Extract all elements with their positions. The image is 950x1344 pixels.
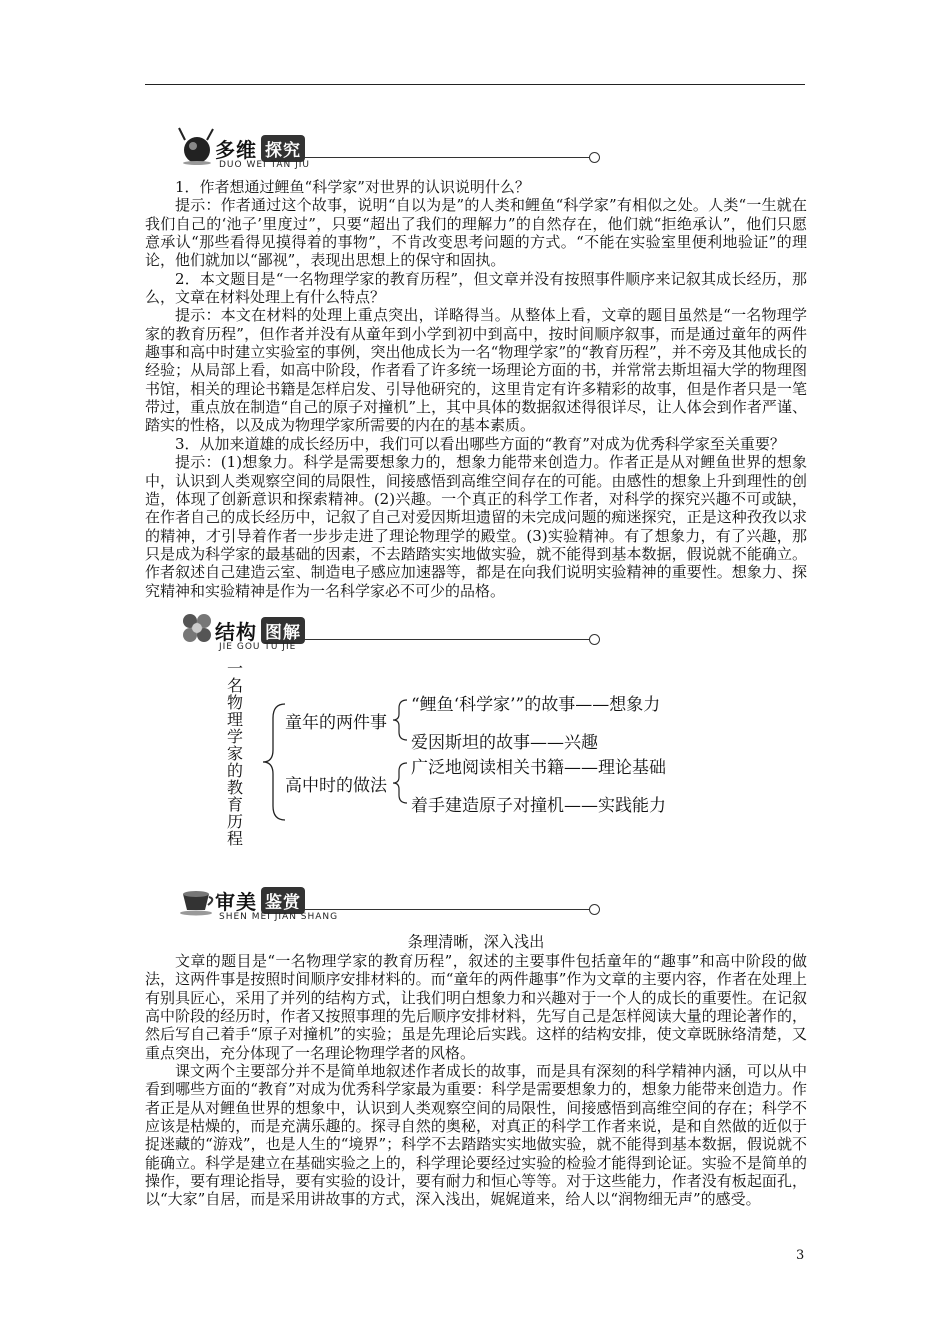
section-title-main: 多维 [215,138,257,162]
section-title-tag: 鉴赏 [261,887,305,914]
answer-3: 提示：(1)想象力。科学是需要想象力的，想象力能带来创造力。作者正是从对鲤鱼世界的想象中，认识到人类观察空间的局限性，间接感悟到高维空间存在的可能。由感性的想象上升到理性的创造，体现了创新意识和探索精神。(2)兴趣。一个真正的科学工作者，对科学的探究兴趣不可或缺，在作者自己的成长经历中，记叙了自己对爱因斯坦遗留的未完成问题的痴迷探究，正是这种孜孜以求的精神，才引导着作者一步步走进了理论物理学的殿堂。(3)实验精神。有了想象力，有了兴趣，那只是成为科学家的最基础的因素，不去踏踏实实地做实验，就不能得到基本数据，假说就不能确立。作者叙述自己建造云室、制造电子感应加速器等，都是在向我们说明实验精神的重要性。想象力、探究精神和实验精神是作为一名科学家必不可少的品格。 [145,453,807,600]
banner-rule [295,157,591,158]
root-title-char: 名 [226,675,243,695]
branch-highschool-item-1: 广泛地阅读相关书籍——理论基础 [411,757,666,778]
answer-2: 提示：本文在材料的处理上重点突出，详略得当。从整体上看，文章的题目虽然是“一名物理学家的教育历程”，但作者并没有从童年到小学到初中到高中，按时间顺序叙事，而是通过童年的两件趣事和高中时建立实验室的事例，突出他成长为一名“物理学家”的“教育历程”，并不旁及其他成长的经验；从局部上看，如高中阶段，作者看了许多统一场理论方面的书，并常常去斯坦福大学的物理图书馆，相关的理论书籍是怎样启发、引导他研究的，这里肯定有许多精彩的故事，但是作者只是一笔带过，重点放在制造“自己的原子对撞机”上，其中具体的数据叙述得很详尽，让人体会到作者严谨、踏实的性格，以及成为物理学家所需要的内在的基本素质。 [145,306,807,435]
question-1: 1．作者想通过鲤鱼“科学家”对世界的认识说明什么？ [175,178,530,196]
root-title-char: 物 [226,692,243,712]
appreciation-paragraph-2: 课文两个主要部分并不是简单地叙述作者成长的故事，而是具有深刻的科学精神内涵，可以从中看到哪些方面的“教育”对成为优秀科学家最为重要：科学是需要想象力的，想象力能带来创造力。作者正是从对鲤鱼世界的想象中，认识到人类观察空间的局限性，间接感悟到高维空间的存在；科学不应该是枯燥的，而是充满乐趣的。探寻自然的奥秘，对真正的科学工作者来说，是和自然做的近似于捉迷藏的“游戏”，也是人生的“境界”；科学不去踏踏实实地做实验，就不能得到基本数据，假说就不能确立。科学是建立在基础实验之上的，科学理论要经过实验的检验才能得到论证。实验不是简单的操作，要有理论指导，要有实验的设计，要有耐力和恒心等等。对于这些能力，作者没有板起面孔，以“大家”自居，而是采用讲故事的方式，深入浅出，娓娓道来，给人以“润物细无声”的感受。 [145,1061,807,1209]
branch-childhood-item-1: “鲤鱼‘科学家’”的故事——想象力 [411,694,661,715]
section-title-tag: 图解 [261,617,305,644]
structure-diagram [145,660,807,878]
question-2: 2．本文题目是“一名物理学家的教育历程”，但文章并没有按照事件顺序来记叙其成长经历，那么，文章在材料处理上有什么特点？ [145,269,807,307]
branch-highschool-item-2: 着手建造原子对撞机——实践能力 [411,795,666,816]
root-title-char: 学 [226,726,243,746]
root-title-char: 家 [226,743,243,763]
branch-childhood-item-2: 爱因斯坦的故事——兴趣 [411,732,598,753]
section-banner-shenmei [145,872,807,930]
page-number: 3 [796,1248,805,1263]
banner-rule-dot [589,152,600,163]
section-pinyin: SHEN MEI JIAN SHANG [219,911,339,922]
page-content [145,120,807,1209]
answer-1: 提示：作者通过这个故事，说明“自以为是”的人类和鲤鱼“科学家”有相似之处。人类“一生就在我们自己的‘池子’里度过”，只要“超出了我们的理解力”的自然存在，他们就“拒绝承认”，他们只愿意承认“那些看得见摸得着的事物”，不肯改变思考问题的方式。“不能在实验室里便利地验证”的理论，他们就加以“鄙视”，表现出思想上的保守和固执。 [145,196,807,270]
root-title-char: 育 [226,794,243,814]
header-rule [145,84,805,85]
section-pinyin: JIE GOU TU JIE [219,641,297,652]
appreciation-paragraph-1: 文章的题目是“一名物理学家的教育历程”，叙述的主要事件包括童年的“趣事”和高中阶段的做法，这两件事是按照时间顺序安排材料的。而“童年的两件趣事”作为文章的主要内容，作者在处理上有别具匠心，采用了并列的结构方式，让我们明白想象力和兴趣对于一个人的成长的重要性。在记叙高中阶段的经历时，作者又按照事理的先后顺序安排材料，先写自己是怎样阅读大量的理论著作的，然后写自己着手“原子对撞机”的实验；虽是先理论后实践。这样的结构安排，使文章既脉络清楚，又重点突出，充分体现了一名理论物理学者的风格。 [145,951,807,1062]
root-title-char: 一 [226,658,243,678]
branch-highschool: 高中时的做法 [285,775,387,796]
banner-rule [295,909,591,910]
root-title-char: 理 [226,709,243,729]
branch-childhood: 童年的两件事 [285,712,387,733]
satellite-ball-icon [177,126,217,166]
teacup-icon [177,878,217,918]
section-pinyin: DUO WEI TAN JIU [219,160,311,170]
section-title-main: 结构 [215,619,257,644]
section-banner-duowei [145,120,807,178]
root-title-char: 历 [226,811,243,831]
flower-icon [177,608,217,648]
root-title-char: 程 [226,828,243,848]
section-title-main: 审美 [215,889,257,914]
banner-rule [295,639,591,640]
banner-rule-dot [589,904,600,915]
root-title-char: 教 [226,777,243,797]
banner-rule-dot [589,634,600,645]
root-title-char: 的 [226,760,243,780]
question-3: 3．从加来道雄的成长经历中，我们可以看出哪些方面的“教育”对成为优秀科学家至关重要？ [175,434,785,453]
section-banner-jiegou [145,602,807,660]
appreciation-subtitle: 条理清晰，深入浅出 [407,932,545,951]
section-title-tag: 探究 [261,135,305,162]
